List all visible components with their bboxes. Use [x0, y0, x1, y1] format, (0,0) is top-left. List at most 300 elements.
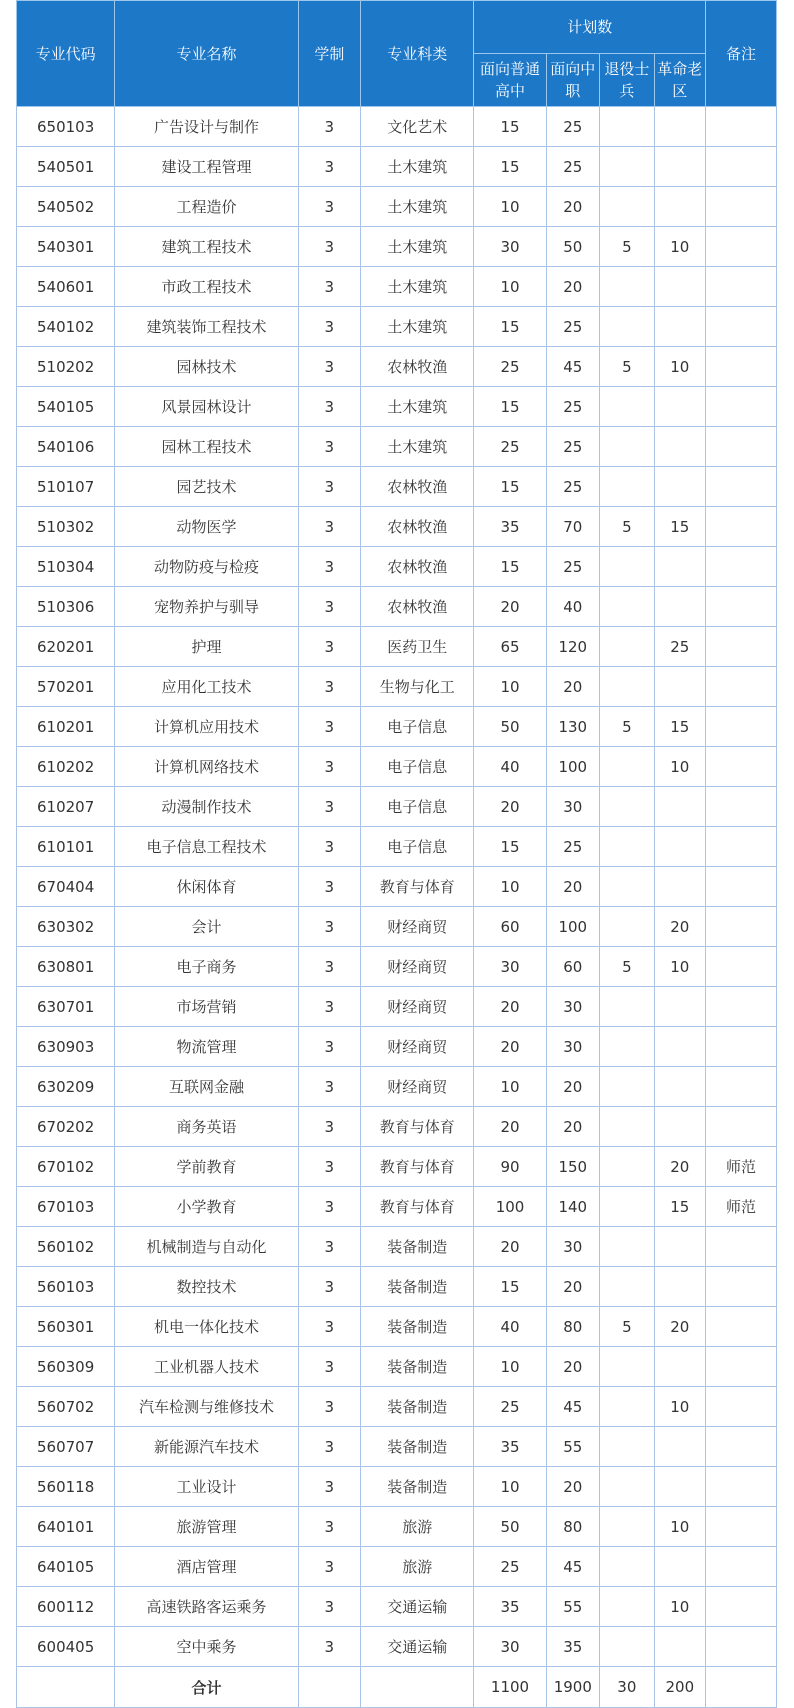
- cell-code: 610101: [17, 827, 115, 867]
- cell-name: 空中乘务: [115, 1627, 298, 1667]
- cell-name: 高速铁路客运乘务: [115, 1587, 298, 1627]
- cell-vocational: 120: [546, 627, 600, 667]
- cell-category: 农林牧渔: [360, 547, 474, 587]
- header-vocational: 面向中职: [546, 54, 600, 107]
- cell-name: 宠物养护与驯导: [115, 587, 298, 627]
- cell-revolutionary: 10: [654, 947, 705, 987]
- cell-category: 土木建筑: [360, 187, 474, 227]
- cell-category: 农林牧渔: [360, 467, 474, 507]
- cell-years: 3: [298, 187, 360, 227]
- cell-vocational: 40: [546, 587, 600, 627]
- cell-category: 电子信息: [360, 787, 474, 827]
- cell-revolutionary: [654, 107, 705, 147]
- table-row: [17, 1347, 777, 1387]
- cell-veteran: 5: [600, 227, 655, 267]
- cell-name: 风景园林设计: [115, 387, 298, 427]
- cell-name: 互联网金融: [115, 1067, 298, 1107]
- cell-general: 25: [474, 1387, 546, 1427]
- cell-name: 工程造价: [115, 187, 298, 227]
- cell-years: 3: [298, 147, 360, 187]
- table-row: [17, 707, 777, 747]
- cell-category: 文化艺术: [360, 107, 474, 147]
- cell-years: 3: [298, 307, 360, 347]
- cell-code: 540501: [17, 147, 115, 187]
- cell-name: 旅游管理: [115, 1507, 298, 1547]
- cell-general: 40: [474, 1307, 546, 1347]
- cell-years: 3: [298, 467, 360, 507]
- cell-remark: [705, 987, 776, 1027]
- table-row: [17, 1187, 777, 1227]
- cell-category: 农林牧渔: [360, 507, 474, 547]
- cell-veteran: [600, 1547, 655, 1587]
- cell-years: 3: [298, 907, 360, 947]
- cell-name: 商务英语: [115, 1107, 298, 1147]
- cell-remark: [705, 867, 776, 907]
- cell-name: 建筑装饰工程技术: [115, 307, 298, 347]
- cell-veteran: [600, 1387, 655, 1427]
- cell-years: 3: [298, 1147, 360, 1187]
- cell-name: 动物医学: [115, 507, 298, 547]
- table-row: [17, 1267, 777, 1307]
- cell-code: 560102: [17, 1227, 115, 1267]
- table-row: [17, 147, 777, 187]
- cell-years: 3: [298, 1187, 360, 1227]
- cell-vocational: 20: [546, 667, 600, 707]
- cell-years: 3: [298, 227, 360, 267]
- cell-remark: [705, 1387, 776, 1427]
- cell-general: 10: [474, 1067, 546, 1107]
- cell-code: 600112: [17, 1587, 115, 1627]
- cell-code: 620201: [17, 627, 115, 667]
- cell-name: 市政工程技术: [115, 267, 298, 307]
- cell-vocational: 20: [546, 1067, 600, 1107]
- cell-vocational: 20: [546, 1267, 600, 1307]
- cell-veteran: [600, 787, 655, 827]
- cell-general: 30: [474, 227, 546, 267]
- table-row: [17, 1067, 777, 1107]
- cell-remark: [705, 227, 776, 267]
- total-empty-cell: [705, 1667, 776, 1708]
- cell-vocational: 25: [546, 307, 600, 347]
- cell-name: 学前教育: [115, 1147, 298, 1187]
- cell-category: 财经商贸: [360, 947, 474, 987]
- table-row: [17, 227, 777, 267]
- table-row: [17, 347, 777, 387]
- cell-code: 560103: [17, 1267, 115, 1307]
- cell-veteran: [600, 587, 655, 627]
- cell-vocational: 20: [546, 1107, 600, 1147]
- cell-revolutionary: [654, 1027, 705, 1067]
- cell-general: 20: [474, 587, 546, 627]
- cell-general: 15: [474, 827, 546, 867]
- cell-name: 休闲体育: [115, 867, 298, 907]
- cell-years: 3: [298, 547, 360, 587]
- cell-general: 10: [474, 1347, 546, 1387]
- cell-remark: [705, 1547, 776, 1587]
- cell-general: 20: [474, 1027, 546, 1067]
- cell-general: 10: [474, 1467, 546, 1507]
- table-row: [17, 1587, 777, 1627]
- cell-general: 25: [474, 427, 546, 467]
- cell-remark: [705, 1587, 776, 1627]
- cell-vocational: 25: [546, 147, 600, 187]
- cell-general: 10: [474, 267, 546, 307]
- cell-category: 土木建筑: [360, 387, 474, 427]
- cell-vocational: 20: [546, 867, 600, 907]
- cell-category: 农林牧渔: [360, 347, 474, 387]
- cell-category: 装备制造: [360, 1227, 474, 1267]
- cell-code: 560118: [17, 1467, 115, 1507]
- cell-vocational: 130: [546, 707, 600, 747]
- cell-years: 3: [298, 1427, 360, 1467]
- cell-years: 3: [298, 587, 360, 627]
- cell-vocational: 20: [546, 1347, 600, 1387]
- cell-years: 3: [298, 507, 360, 547]
- cell-veteran: [600, 547, 655, 587]
- table-row: [17, 1427, 777, 1467]
- cell-revolutionary: [654, 187, 705, 227]
- cell-revolutionary: [654, 587, 705, 627]
- table-row: [17, 627, 777, 667]
- cell-vocational: 100: [546, 907, 600, 947]
- cell-general: 25: [474, 1547, 546, 1587]
- cell-general: 35: [474, 1587, 546, 1627]
- cell-years: 3: [298, 667, 360, 707]
- cell-remark: [705, 587, 776, 627]
- cell-revolutionary: [654, 1547, 705, 1587]
- cell-remark: [705, 1627, 776, 1667]
- cell-category: 交通运输: [360, 1627, 474, 1667]
- cell-code: 560702: [17, 1387, 115, 1427]
- cell-remark: [705, 1507, 776, 1547]
- cell-veteran: [600, 1427, 655, 1467]
- table-row: [17, 1027, 777, 1067]
- cell-revolutionary: 10: [654, 347, 705, 387]
- cell-general: 30: [474, 947, 546, 987]
- cell-veteran: [600, 427, 655, 467]
- cell-name: 会计: [115, 907, 298, 947]
- cell-revolutionary: 20: [654, 1147, 705, 1187]
- cell-years: 3: [298, 867, 360, 907]
- table-row: [17, 267, 777, 307]
- cell-revolutionary: 15: [654, 1187, 705, 1227]
- cell-category: 医药卫生: [360, 627, 474, 667]
- header-general: 面向普通高中: [474, 54, 546, 107]
- cell-name: 广告设计与制作: [115, 107, 298, 147]
- cell-years: 3: [298, 627, 360, 667]
- cell-general: 15: [474, 467, 546, 507]
- cell-code: 510202: [17, 347, 115, 387]
- cell-category: 农林牧渔: [360, 587, 474, 627]
- cell-veteran: 5: [600, 707, 655, 747]
- cell-general: 15: [474, 147, 546, 187]
- header-remark: 备注: [705, 1, 776, 107]
- cell-name: 建筑工程技术: [115, 227, 298, 267]
- cell-code: 630302: [17, 907, 115, 947]
- table-row: [17, 547, 777, 587]
- cell-name: 酒店管理: [115, 1547, 298, 1587]
- cell-years: 3: [298, 267, 360, 307]
- cell-revolutionary: [654, 1627, 705, 1667]
- cell-revolutionary: [654, 1067, 705, 1107]
- cell-category: 教育与体育: [360, 1187, 474, 1227]
- cell-general: 15: [474, 107, 546, 147]
- cell-years: 3: [298, 1547, 360, 1587]
- cell-revolutionary: [654, 787, 705, 827]
- cell-revolutionary: [654, 427, 705, 467]
- cell-remark: [705, 1347, 776, 1387]
- cell-revolutionary: [654, 467, 705, 507]
- cell-code: 630801: [17, 947, 115, 987]
- table-row: [17, 1307, 777, 1347]
- cell-years: 3: [298, 1267, 360, 1307]
- cell-veteran: [600, 1347, 655, 1387]
- table-row: [17, 587, 777, 627]
- cell-remark: [705, 827, 776, 867]
- cell-veteran: [600, 1587, 655, 1627]
- table-row: [17, 1387, 777, 1427]
- cell-general: 15: [474, 1267, 546, 1307]
- cell-revolutionary: 10: [654, 747, 705, 787]
- cell-vocational: 20: [546, 1467, 600, 1507]
- header-row: [17, 1, 777, 54]
- cell-category: 财经商贸: [360, 907, 474, 947]
- cell-name: 物流管理: [115, 1027, 298, 1067]
- table-row: [17, 1107, 777, 1147]
- cell-remark: [705, 787, 776, 827]
- cell-years: 3: [298, 1307, 360, 1347]
- cell-years: 3: [298, 947, 360, 987]
- cell-remark: [705, 747, 776, 787]
- cell-vocational: 30: [546, 1227, 600, 1267]
- cell-revolutionary: 15: [654, 507, 705, 547]
- cell-category: 土木建筑: [360, 147, 474, 187]
- cell-revolutionary: [654, 547, 705, 587]
- cell-general: 35: [474, 1427, 546, 1467]
- cell-vocational: 20: [546, 187, 600, 227]
- cell-vocational: 50: [546, 227, 600, 267]
- cell-remark: [705, 267, 776, 307]
- cell-remark: [705, 707, 776, 747]
- total-general: 1100: [474, 1667, 546, 1708]
- header-plan: 计划数: [474, 1, 705, 54]
- cell-revolutionary: [654, 1107, 705, 1147]
- cell-veteran: [600, 667, 655, 707]
- total-vocational: 1900: [546, 1667, 600, 1708]
- cell-general: 50: [474, 707, 546, 747]
- cell-general: 50: [474, 1507, 546, 1547]
- cell-vocational: 80: [546, 1507, 600, 1547]
- table-row: [17, 427, 777, 467]
- cell-vocational: 70: [546, 507, 600, 547]
- cell-code: 510107: [17, 467, 115, 507]
- table-row: [17, 187, 777, 227]
- table-body: [17, 107, 777, 1667]
- total-empty-cell: [17, 1667, 115, 1708]
- cell-veteran: [600, 1627, 655, 1667]
- cell-general: 40: [474, 747, 546, 787]
- cell-general: 25: [474, 347, 546, 387]
- cell-remark: 师范: [705, 1147, 776, 1187]
- cell-years: 3: [298, 427, 360, 467]
- cell-vocational: 25: [546, 387, 600, 427]
- cell-category: 教育与体育: [360, 1147, 474, 1187]
- cell-name: 电子信息工程技术: [115, 827, 298, 867]
- cell-revolutionary: [654, 1267, 705, 1307]
- cell-remark: [705, 1107, 776, 1147]
- cell-code: 670404: [17, 867, 115, 907]
- cell-general: 65: [474, 627, 546, 667]
- cell-general: 35: [474, 507, 546, 547]
- cell-category: 装备制造: [360, 1427, 474, 1467]
- table-row: [17, 747, 777, 787]
- cell-name: 电子商务: [115, 947, 298, 987]
- cell-years: 3: [298, 107, 360, 147]
- cell-code: 540601: [17, 267, 115, 307]
- cell-years: 3: [298, 1107, 360, 1147]
- cell-general: 10: [474, 867, 546, 907]
- cell-name: 工业机器人技术: [115, 1347, 298, 1387]
- cell-category: 电子信息: [360, 827, 474, 867]
- cell-name: 汽车检测与维修技术: [115, 1387, 298, 1427]
- cell-remark: [705, 147, 776, 187]
- cell-years: 3: [298, 1467, 360, 1507]
- table-row: [17, 1507, 777, 1547]
- cell-years: 3: [298, 347, 360, 387]
- cell-category: 旅游: [360, 1547, 474, 1587]
- cell-category: 装备制造: [360, 1467, 474, 1507]
- cell-code: 540106: [17, 427, 115, 467]
- cell-code: 510304: [17, 547, 115, 587]
- total-label: 合计: [115, 1667, 298, 1708]
- cell-name: 建设工程管理: [115, 147, 298, 187]
- cell-name: 计算机网络技术: [115, 747, 298, 787]
- cell-revolutionary: [654, 307, 705, 347]
- cell-name: 园艺技术: [115, 467, 298, 507]
- cell-remark: [705, 1067, 776, 1107]
- cell-vocational: 30: [546, 987, 600, 1027]
- cell-code: 540502: [17, 187, 115, 227]
- cell-remark: [705, 1227, 776, 1267]
- cell-remark: [705, 187, 776, 227]
- cell-general: 15: [474, 547, 546, 587]
- cell-remark: [705, 427, 776, 467]
- cell-years: 3: [298, 1227, 360, 1267]
- cell-category: 装备制造: [360, 1307, 474, 1347]
- cell-remark: [705, 507, 776, 547]
- table-row: [17, 907, 777, 947]
- header-category: 专业科类: [360, 1, 474, 107]
- cell-vocational: 35: [546, 1627, 600, 1667]
- cell-revolutionary: [654, 1467, 705, 1507]
- cell-general: 20: [474, 1107, 546, 1147]
- cell-veteran: [600, 307, 655, 347]
- cell-vocational: 30: [546, 787, 600, 827]
- cell-veteran: [600, 1067, 655, 1107]
- total-empty-cell: [298, 1667, 360, 1708]
- cell-general: 30: [474, 1627, 546, 1667]
- cell-code: 560301: [17, 1307, 115, 1347]
- cell-revolutionary: 10: [654, 227, 705, 267]
- cell-remark: [705, 1027, 776, 1067]
- cell-category: 电子信息: [360, 747, 474, 787]
- cell-years: 3: [298, 1387, 360, 1427]
- table-row: [17, 507, 777, 547]
- cell-category: 土木建筑: [360, 267, 474, 307]
- cell-code: 600405: [17, 1627, 115, 1667]
- cell-veteran: [600, 867, 655, 907]
- header-revolutionary: 革命老区: [654, 54, 705, 107]
- cell-category: 装备制造: [360, 1347, 474, 1387]
- cell-revolutionary: [654, 267, 705, 307]
- cell-name: 园林技术: [115, 347, 298, 387]
- cell-veteran: 5: [600, 1307, 655, 1347]
- cell-category: 教育与体育: [360, 867, 474, 907]
- cell-code: 560309: [17, 1347, 115, 1387]
- cell-remark: [705, 947, 776, 987]
- cell-veteran: [600, 267, 655, 307]
- cell-veteran: 5: [600, 507, 655, 547]
- cell-veteran: [600, 1467, 655, 1507]
- cell-veteran: 5: [600, 947, 655, 987]
- table-row: [17, 947, 777, 987]
- cell-vocational: 150: [546, 1147, 600, 1187]
- cell-code: 610201: [17, 707, 115, 747]
- cell-remark: [705, 1427, 776, 1467]
- cell-code: 670103: [17, 1187, 115, 1227]
- cell-general: 10: [474, 187, 546, 227]
- cell-name: 市场营销: [115, 987, 298, 1027]
- cell-revolutionary: [654, 387, 705, 427]
- cell-category: 生物与化工: [360, 667, 474, 707]
- cell-veteran: [600, 1507, 655, 1547]
- cell-category: 交通运输: [360, 1587, 474, 1627]
- cell-general: 60: [474, 907, 546, 947]
- cell-name: 应用化工技术: [115, 667, 298, 707]
- cell-vocational: 60: [546, 947, 600, 987]
- cell-vocational: 45: [546, 1387, 600, 1427]
- cell-category: 装备制造: [360, 1267, 474, 1307]
- cell-category: 装备制造: [360, 1387, 474, 1427]
- cell-revolutionary: [654, 827, 705, 867]
- cell-remark: [705, 107, 776, 147]
- cell-remark: [705, 387, 776, 427]
- cell-revolutionary: [654, 667, 705, 707]
- table-row: [17, 867, 777, 907]
- cell-revolutionary: [654, 1427, 705, 1467]
- cell-revolutionary: 10: [654, 1587, 705, 1627]
- cell-revolutionary: 10: [654, 1507, 705, 1547]
- cell-veteran: [600, 1227, 655, 1267]
- header-years: 学制: [298, 1, 360, 107]
- table-row: [17, 307, 777, 347]
- cell-name: 动物防疫与检疫: [115, 547, 298, 587]
- cell-category: 财经商贸: [360, 987, 474, 1027]
- cell-veteran: [600, 147, 655, 187]
- cell-vocational: 25: [546, 467, 600, 507]
- table-row: [17, 787, 777, 827]
- cell-years: 3: [298, 1507, 360, 1547]
- cell-vocational: 80: [546, 1307, 600, 1347]
- cell-veteran: 5: [600, 347, 655, 387]
- cell-general: 15: [474, 307, 546, 347]
- cell-veteran: [600, 627, 655, 667]
- cell-revolutionary: 20: [654, 907, 705, 947]
- cell-code: 670102: [17, 1147, 115, 1187]
- cell-name: 计算机应用技术: [115, 707, 298, 747]
- total-revolutionary: 200: [654, 1667, 705, 1708]
- cell-veteran: [600, 987, 655, 1027]
